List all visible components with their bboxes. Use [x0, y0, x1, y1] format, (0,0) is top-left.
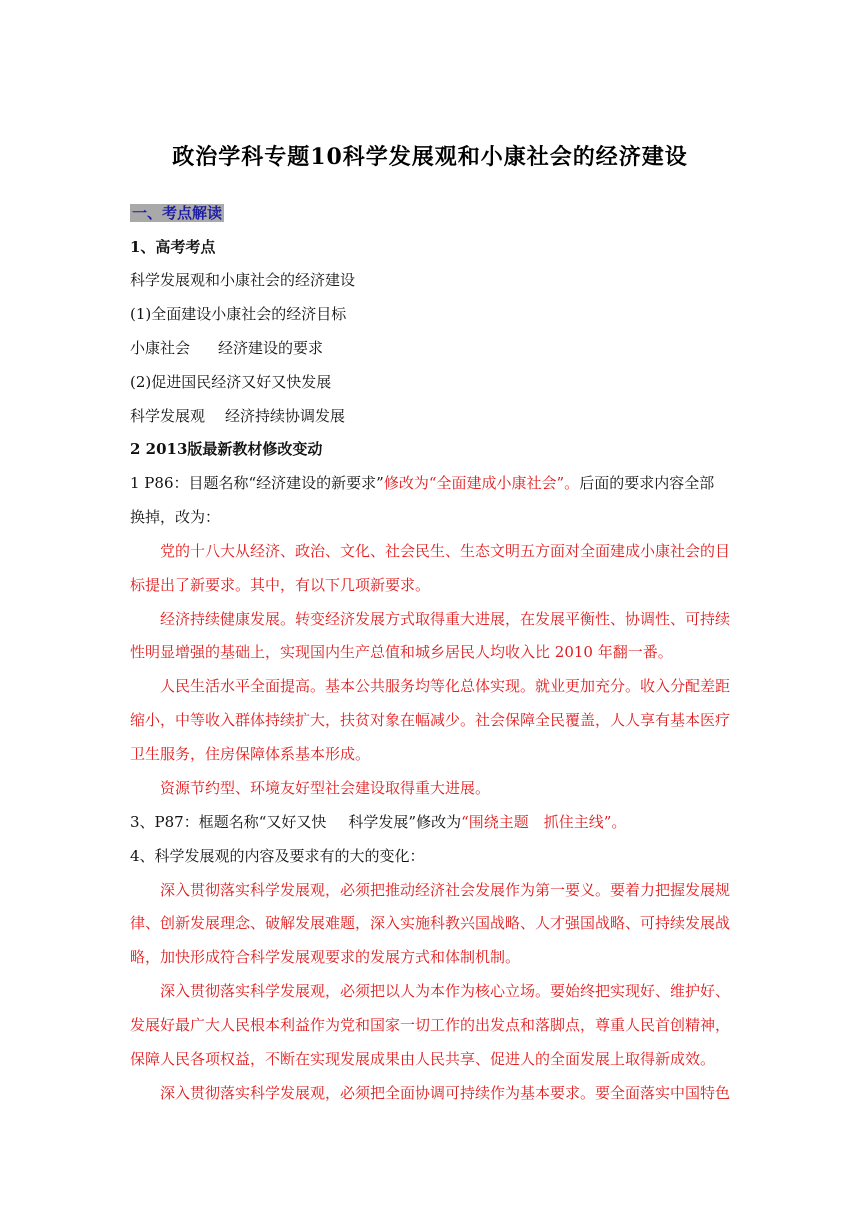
- red-paragraph-line: 人民生活水平全面提高。基本公共服务均等化总体实现。就业更加充分。收入分配差距: [160, 677, 731, 695]
- text-run: 1 P86：目题名称“经济建设的新要求”: [130, 474, 384, 492]
- text-line: 科学发展观和小康社会的经济建设: [130, 271, 356, 289]
- red-paragraph-line: 标提出了新要求。其中，有以下几项新要求。: [130, 576, 431, 594]
- text-line: (2)促进国民经济又好又快发展: [130, 373, 332, 391]
- text-line: 4、科学发展观的内容及要求有的大的变化：: [130, 847, 425, 865]
- text-term: 科学发展观: [130, 407, 206, 425]
- text-run-red: 修改为“全面建成小康社会”。: [383, 474, 580, 492]
- text-term: 经济建设的要求: [218, 339, 324, 357]
- red-paragraph-line: 卫生服务，住房保障体系基本形成。: [130, 745, 371, 763]
- red-paragraph-line: 发展好最广大人民根本利益作为党和国家一切工作的出发点和落脚点，尊重人民首创精神，: [130, 1016, 731, 1034]
- text-line: [130, 337, 730, 359]
- red-paragraph-line: 深入贯彻落实科学发展观，必须把全面协调可持续作为基本要求。要全面落实中国特色: [160, 1084, 731, 1102]
- red-paragraph-line: 资源节约型、环境友好型社会建设取得重大进展。: [160, 779, 491, 797]
- red-paragraph-line: 性明显增强的基础上，实现国内生产总值和城乡居民人均收入比 2010 年翻一番。: [130, 643, 673, 661]
- text-line: [130, 472, 730, 494]
- red-paragraph-line: 深入贯彻落实科学发展观，必须把以人为本作为核心立场。要始终把实现好、维护好、: [160, 982, 731, 1000]
- subheading-exam-points: 1、高考考点: [130, 238, 216, 256]
- section-heading-label: 一、考点解读: [132, 204, 223, 222]
- subheading-textbook-changes: 2 2013版最新教材修改变动: [130, 440, 323, 458]
- text-run: 3、P87：框题名称“又好又快: [130, 813, 327, 831]
- red-paragraph-line: 保障人民各项权益，不断在实现发展成果由人民共享、促进人的全面发展上取得新成效。: [130, 1050, 716, 1068]
- text-run: 后面的要求内容全部: [579, 474, 715, 492]
- text-run: 科学发展”修改为: [348, 813, 462, 831]
- red-paragraph-line: 党的十八大从经济、政治、文化、社会民生、生态文明五方面对全面建成小康社会的目: [160, 542, 731, 560]
- text-term: 经济持续协调发展: [225, 407, 346, 425]
- text-line: 换掉，改为：: [130, 508, 221, 526]
- text-line: [130, 405, 730, 427]
- text-term: 小康社会: [130, 339, 191, 357]
- red-paragraph-line: 经济持续健康发展。转变经济发展方式取得重大进展，在发展平衡性、协调性、可持续: [160, 610, 731, 628]
- red-paragraph-line: 律、创新发展理念、破解发展难题，深入实施科教兴国战略、人才强国战略、可持续发展战: [130, 914, 731, 932]
- section-heading: [130, 202, 730, 224]
- text-line: (1)全面建设小康社会的经济目标: [130, 305, 347, 323]
- red-paragraph-line: 深入贯彻落实科学发展观，必须把推动经济社会发展作为第一要义。要着力把握发展规: [160, 881, 731, 899]
- red-paragraph-line: 略，加快形成符合科学发展观要求的发展方式和体制机制。: [130, 948, 521, 966]
- page-title: 政治学科专题10科学发展观和小康社会的经济建设: [172, 144, 688, 170]
- red-paragraph-line: 缩小，中等收入群体持续扩大，扶贫对象在幅减少。社会保障全民覆盖，人人享有基本医疗: [130, 711, 731, 729]
- text-run-red: “围绕主题 抓住主线”。: [461, 813, 627, 831]
- text-line: [130, 811, 730, 833]
